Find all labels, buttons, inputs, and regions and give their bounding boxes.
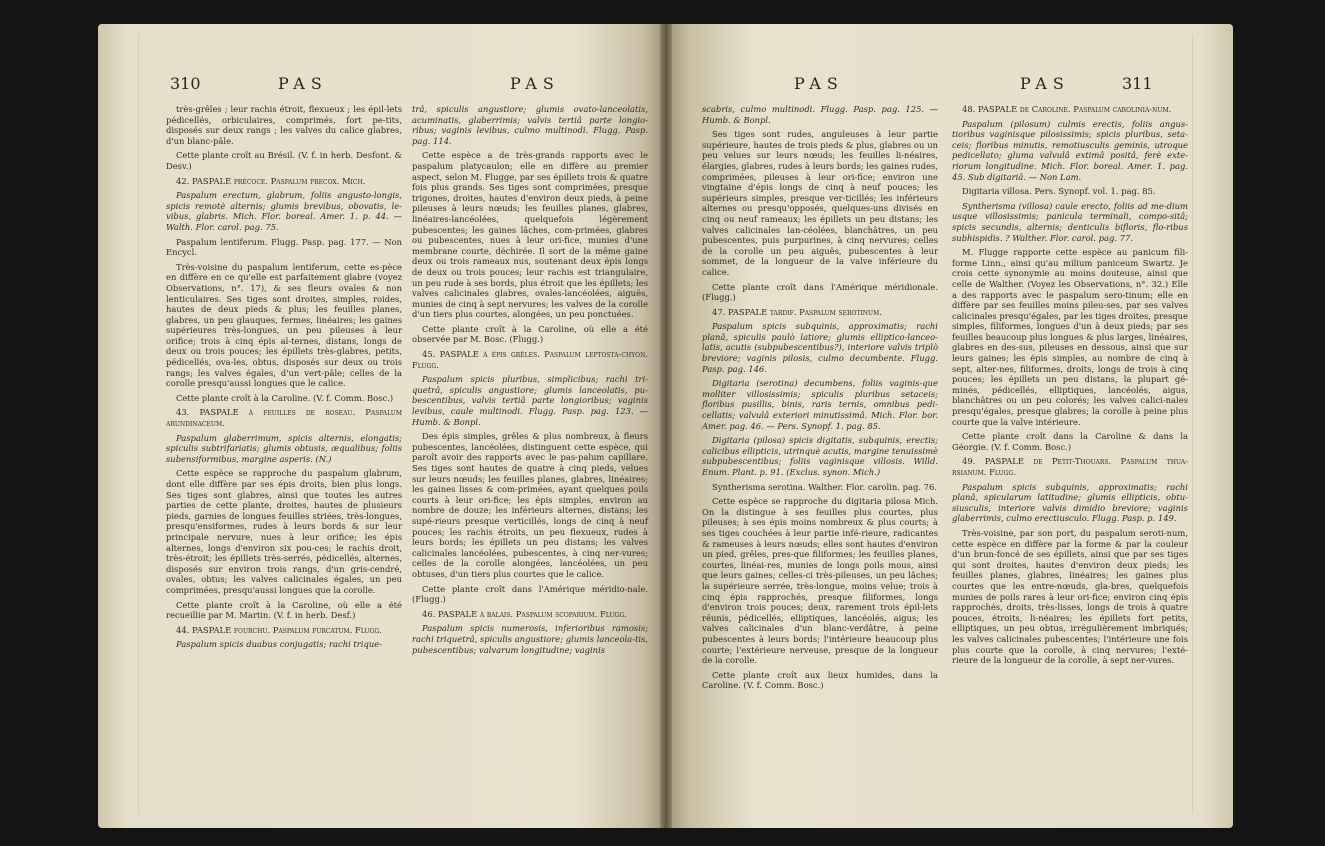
entry-heading: 49. PASPALE de Petit-Thouars. Paspalum thua-rsianum. Flugg. bbox=[952, 456, 1188, 477]
entry-heading: 44. PASPALE fourchu. Paspalum furcatum. Flugg. bbox=[176, 624, 382, 635]
book-gutter bbox=[660, 24, 672, 828]
paragraph: M. Flugge rapporte cette espèce au panicum fili-forme Linn., ainsi qu'au milium paniceum Swartz. Je crois cette synonymie au moins douteuse, ainsi que celle de Walther. (Voyez les Observations, n°. 32.) Elle a des rapports avec le paspalum sero-tinum; elle en diffère par ses feuilles moins pileu-ses, par ses valves calicinales presqu'égales, par les tiges droites, presque simples, filiformes, longues d'un à deux pieds; par ses feuilles beaucoup plus longues & plus larges, linéaires, glabres en des-sus, pileuses en dessous, ainsi que sur leurs gaines; les épis simples, au nombre de cinq à sept, alter-nes, filiformes, droits, longs de trois à cinq pouces; les épillets un peu distans, la plupart gé-minés, pédicellés, elliptiques, lancéolés, aigus, blanchâtres ou un peu colorés; les valves calici-nales presqu'égales, presque glabres; la corolle à peine plus courte que la valve intérieure. bbox=[952, 247, 1188, 427]
right-column-2 bbox=[952, 104, 1188, 670]
paragraph: Cette plante croît à la Caroline. (V. f. Comm. Bosc.) bbox=[176, 392, 394, 403]
page-shade bbox=[1192, 34, 1193, 814]
right-column-1 bbox=[702, 104, 938, 695]
latin-diagnosis: Paspalum (pilosum) culmis erectis, foliis angus-tioribus vaginisque pilosissimis; spicis pluribus, seta-ceis; floribus minutis, remotiusculis geminis, utroque pedicellato; gluma valvulâ extimâ positâ, ferè exte-riorum longitudine. Mich. Flor. boreal. Amer. 1. pag. 45. Sub digitariâ. — Non Lam. bbox=[952, 118, 1188, 182]
latin-diagnosis: Digitaria (pilosa) spicis digitatis, subquinis, erectis; calicibus ellipticis, utrinquè acutis, margine tenuissimè subpubescentibus; foliis vaginisque villosis. Willd. Enum. Plant. p. 91. (Exclus. synon. Mich.) bbox=[702, 435, 938, 477]
paragraph: Cette plante croît à la Caroline, où elle a été recueillie par M. Martin. (V. f. in herb. Desf.) bbox=[166, 599, 402, 621]
left-page-number: 310 bbox=[170, 74, 201, 93]
entry-heading: 45. PASPALE à épis grêles. Paspalum leptosta-chyon. Flugg. bbox=[412, 349, 648, 370]
entry-heading: 43. PASPALE à feuilles de roseau. Paspalum arundinaceum. bbox=[166, 407, 402, 429]
paragraph: Des épis simples, grêles & plus nombreux, à fleurs pubescentes, lancéolées, distinguent cette espèce, qui paroît avoir des rapports avec le pas-palum capillare. Ses tiges sont hautes de quatre à cinq pieds, velues sur leurs nœuds; les feuilles planes, glabres, linéaires; les gaines lisses & com-primées, ayant quelques poils courts à leur ori-fice; les épis simples, environ au nombre de douze; les inférieurs alternes, distans; les supé-rieurs presque verticillés, longs de cinq à neuf pouces; les rachis étroits, un peu flexueux, rudes à leurs bords; les épillets un peu distans; les valves calicinales lancéolées, pubescentes, à cinq ner-vures; celles de la corolle alongées, lancéolées, un peu obtuses, d'un tiers plus courtes que le calice. bbox=[412, 431, 648, 579]
right-page bbox=[672, 24, 1233, 828]
left-column-2 bbox=[412, 104, 648, 659]
paragraph: Cette plante croît au Brésil. (V. f. in herb. Desfont. & Desv.) bbox=[166, 150, 402, 171]
paragraph: Cette plante croît aux lieux humides, dans la Caroline. (V. f. Comm. Bosc.) bbox=[702, 669, 938, 691]
latin-diagnosis: Syntherisma (villosa) caule erecto, foliis ad me-dium usque villosissimis; panicula terminali, compo-sitâ; spicis secundis, alternis; denticulis bifloris, flo-ribus subhispidis. ? Walther. Flor. carol. pag. 77. bbox=[952, 200, 1188, 243]
latin-diagnosis: Digitaria (serotina) decumbens, foliis vaginis-que molliter villosissimis; spiculis pluribus setaceis; floribus pusillis, binis, raris ternis, omnibus pedi-cellatis; valvulâ exteriori minutissimâ. Mich. Flor. bor. Amer. pag. 46. — Pers. Synopf. 1. pag. 85. bbox=[702, 378, 938, 431]
entry-heading: 47. PASPALE tardif. Paspalum serotinum. bbox=[712, 306, 882, 317]
right-running-head-1: PAS bbox=[794, 74, 844, 93]
left-running-head-2: PAS bbox=[510, 74, 560, 93]
paragraph: Cette espèce se rapproche du paspalum glabrum, dont elle diffère par ses épis droits, bien plus longs. Ses tiges sont glabres, ainsi que toutes les autres parties de cette plante, droites, hautes de plusieurs pieds, garnies de longues feuilles striées, très-longues, presqu'ensiformes, rudes à leurs bords & sur leur principale nervure, nues à leur orifice; les épis alternes, longs d'environ six pou-ces; le rachis droit, très-étroit; les épillets très-serrés, pédicellés, alternes, disposés sur environ trois rangs, d'un gris-cendré, ovales, obtus; les valves calicinales égales, un peu comprimées, presqu'aussi longues que la corolle. bbox=[166, 468, 402, 595]
left-page bbox=[98, 24, 660, 828]
latin-diagnosis: Paspalum spicis numerosis, inferioribus ramosis; rachi triquetrâ, spiculis angustiore; glumis lanceola-tis, pubescentibus; valvarum longitudine; vaginis bbox=[412, 623, 648, 655]
paragraph: Très-voisine, par son port, du paspalum seroti-num, cette espèce en diffère par la forme & par la couleur d'un brun-foncé de ses épillets, ainsi que par ses tiges qui sont droites, hautes d'environ deux pieds; les feuilles planes, glabres, linéaires; les gaines plus courtes que les entre-nœuds, gla-bres, quelquefois munies de poils rares à leur ori-fice; environ cinq épis rapprochés, droits, très-lisses, longs de trois à quatre pouces, étroits, li-néaires; les épillets fort petits, elliptiques, un peu obtus, irrégulièrement imbriqués; les valves calicinales pubescentes; l'intérieure une fois plus courte que la corolle, à cinq nervures; l'exté-rieure de la longueur de la corolle, à sept ner-vures. bbox=[952, 527, 1188, 666]
latin-diagnosis: trâ, spiculis angustiore; glumis ovato-lanceolatis, acuminatis, glaberrimis; valvis tertiâ parte longio-ribus; vaginis levibus, culmo multinodi. Flugg. Pasp. pag. 114. bbox=[412, 104, 648, 146]
right-page-number: 311 bbox=[1122, 74, 1153, 93]
paragraph: Cette plante croît dans l'Amérique méridionale. (Flugg.) bbox=[702, 281, 938, 303]
paragraph: Cette plante croît dans la Caroline & dans la Géorgie. (V. f. Comm. Bosc.) bbox=[952, 431, 1188, 452]
latin-diagnosis: Paspalum glaberrimum, spicis alternis, elongatis; spiculis subtrifariatis; glumis obtusis, æqualibus; foliis subensiformibus, margine asperis. (N.) bbox=[166, 432, 402, 464]
right-running-head-2: PAS bbox=[1020, 74, 1070, 93]
left-running-head-1: PAS bbox=[278, 74, 328, 93]
paragraph: Ses tiges sont rudes, anguleuses à leur partie supérieure, hautes de trois pieds & plus, glabres ou un peu velues sur leurs nœuds; les feuilles li-néaires, élargies, glabres, rudes à leurs bords; les gaines rudes, comprimées, pileuses à leur ori-fice; environ une vingtaine d'épis longs de cinq à neuf pouces; les supérieurs simples, presque ver-ticillés; les inférieurs alternes ou presqu'opposés, quelques-uns divisés en cinq ou neuf rameaux; les épillets un peu distans; les valves calicinales lan-céolées, blanchâtres, un peu pubescentes, puis purpurines, à cinq nervures; celles de la corolle un peu aiguës, pubescentes à leur sommet, de la longueur de la valve inférieure du calice. bbox=[702, 129, 938, 277]
paragraph: Cette plante croît dans l'Amérique méridio-nale. (Flugg.) bbox=[412, 583, 648, 605]
left-column-1 bbox=[166, 104, 402, 654]
paragraph: très-grêles ; leur rachis étroit, flexueux ; les épil-lets pédicellés, orbiculaires, comprimés, fort pe-tits, disposés sur deux rangs ; les valves du calice glabres, d'un blanc-pâle. bbox=[166, 104, 402, 146]
paragraph: Cette espèce se rapproche du digitaria pilosa Mich. On la distingue à ses feuilles plus courtes, plus pileuses; à ses épis moins nombreux & plus courts; à ses tiges couchées à leur partie infé-rieure, radicantes & rameuses à leurs nœuds; elles sont hautes d'environ un pied, grêles, pres-que filiformes; les feuilles planes, courtes, linéai-res, munies de longs poils mous, ainsi que leurs gaines; celles-ci très-pileuses, un peu lâches; la supérieure serrée, très-longue, moins velue; trois à cinq épis rapprochés, presque filiformes, longs d'environ trois pouces; deux, rarement trois épil-lets réunis, pédicellés, elliptiques, lancéolés, aigus; les valves calicinales d'un blanc-verdâtre, à peine pubescentes à leurs bords; l'intérieure beaucoup plus courte; l'extérieure nerveuse, presque de la longueur de la corolle. bbox=[702, 496, 938, 666]
book-spread bbox=[98, 24, 1233, 828]
latin-diagnosis: scabris, culmo multinodi. Flugg. Pasp. pag. 125. — Humb. & Bonpl. bbox=[702, 104, 938, 125]
paragraph: Syntherisma serotina. Walther. Flor. carolin. pag. 76. bbox=[712, 481, 937, 492]
entry-heading: 46. PASPALE à balais. Paspalum scoparium. Flugg. bbox=[422, 608, 627, 619]
paragraph: Paspalum lentiferum. Flugg. Pasp. pag. 177. — Non Encycl. bbox=[166, 236, 402, 258]
paragraph: Cette espèce a de très-grands rapports avec le paspalum platycaulon; elle en diffère au premier aspect, selon M. Flugge, par ses épillets trois & quatre fois plus grands. Ses tiges sont comprimées, presque trigones, droites, hautes d'environ deux pieds, à peine pileuses à leurs nœuds; les feuilles planes, glabres, linéaires-lancéolées, quelquefois légèrement pubescentes; les gaines lâches, com-primées, glabres ou pubescentes, nues à leur ori-fice, munies d'une membrane courte, déchirée. Il sort de la même gaine deux ou trois rameaux nus, soutenant deux épis longs de deux ou trois pouces; leur rachis est triangulaire, un peu rude à ses bords, plus étroit que les épillets; les valves calicinales glabres, ovales-lancéolées, aiguës, munies de cinq à sept nervures; les valves de la corolle d'un tiers plus courtes, alongées, un peu ponctuées. bbox=[412, 150, 648, 320]
latin-diagnosis: Paspalum spicis duabus conjugatis; rachi trique- bbox=[176, 639, 383, 650]
latin-diagnosis: Paspalum erectum, glabrum, foliis angusto-longis, spicis remotè alternis; glumis brevibus, obovatis, le-vibus, glabris. Mich. Flor. boreal. Amer. 1. p. 44. — Walth. Flor. carol. pag. 75. bbox=[166, 190, 402, 232]
paragraph: Cette plante croît à la Caroline, où elle a été observée par M. Bosc. (Flugg.) bbox=[412, 323, 648, 345]
entry-heading: 48. PASPALE de Caroline. Paspalum carolinia-num. bbox=[962, 104, 1172, 114]
entry-heading: 42. PASPALE précoce. Paspalum precox. Mich. bbox=[176, 175, 366, 186]
latin-diagnosis: Paspalum spicis pluribus, simplicibus; rachi tri-quetrâ, spiculis angustiore; glumis lanceolatis, pu-bescentibus, valvis tertiâ parte longioribus; vaginis levibus, caule multinodi. Flugg. Pasp. pag. 123. — Humb. & Bonpl. bbox=[412, 374, 648, 427]
latin-diagnosis: Paspalum spicis subquinis, approximatis; rachi planâ, spicularum latitudine; glumis ellipticis, obtu-siusculis, interiore valvis dimidio breviore; vaginis glaberrimis, culmo erectiusculo. Flugg. Pasp. p. 149. bbox=[952, 481, 1188, 524]
page-shade bbox=[138, 34, 139, 814]
paragraph: Digitaria villosa. Pers. Synopf. vol. 1. pag. 85. bbox=[962, 186, 1156, 197]
latin-diagnosis: Paspalum spicis subquinis, approximatis; rachi planâ, spiculis paulò latiore; glumis elliptico-lanceo-latis, acutis (subpubescentibus?), interiore valvis triplò breviore; vaginis pilosis, culmo decumbente. Flugg. Pasp. pag. 146. bbox=[702, 321, 938, 374]
paragraph: Très-voisine du paspalum lentiferum, cette es-pèce en diffère en ce qu'elle est parfaitement glabre (voyez Observations, n°. 17), & ses fleurs ovales & non lenticulaires. Ses tiges sont droites, simples, roides, hautes de deux pieds & plus; les feuilles planes, glabres, un peu glauques, fermes, linéaires; les gaines supérieures très-longues, un peu pileuses à leur orifice; trois à cinq épis al-ternes, distans, longs de deux ou trois pouces; les épillets très-glabres, petits, pédicellés, ova-les, obtus, disposés sur deux ou trois rangs; les valves égales, d'un vert-pâle; celles de la corolle presqu'aussi longues que le calice. bbox=[166, 261, 402, 389]
